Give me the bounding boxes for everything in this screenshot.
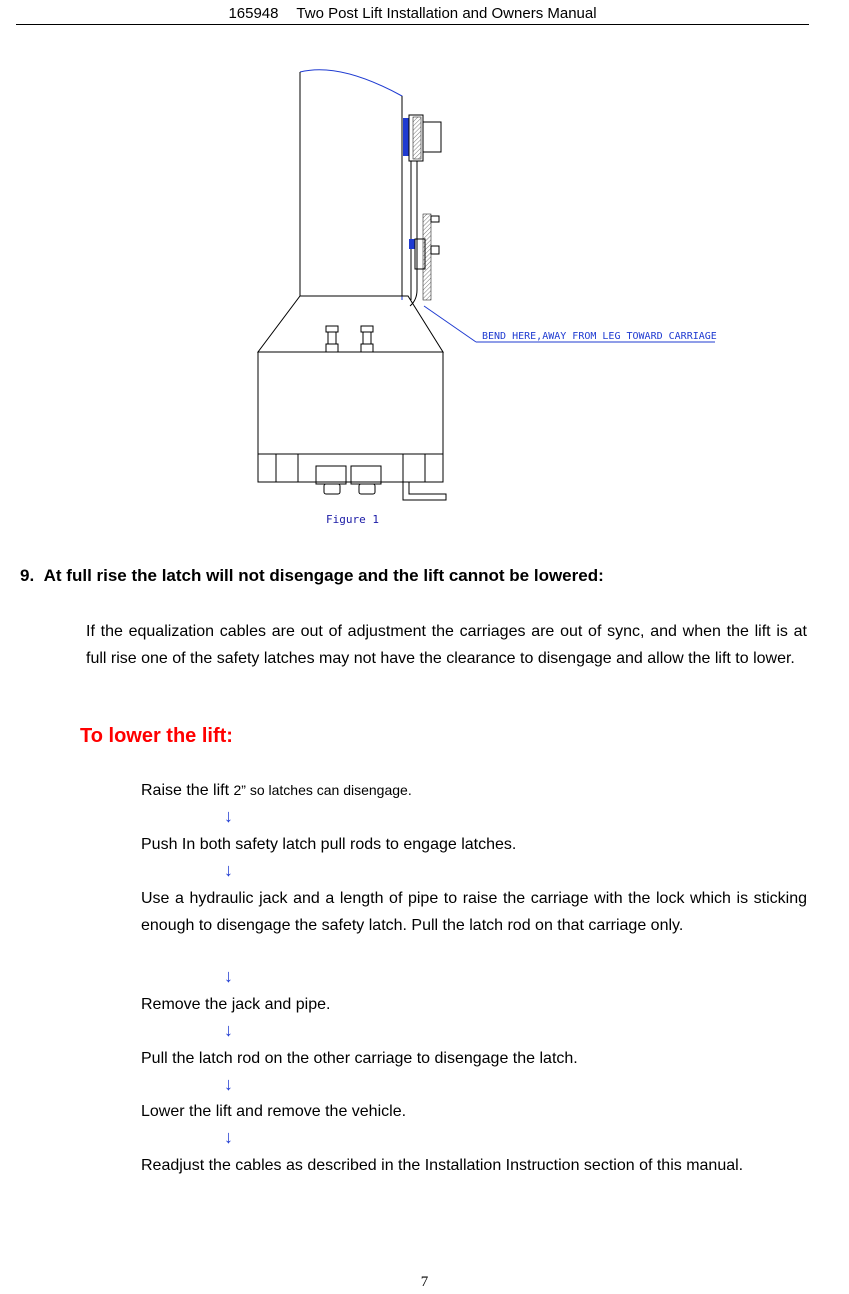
doc-title: Two Post Lift Installation and Owners Manual [296, 5, 597, 22]
step-6: Lower the lift and remove the vehicle. [141, 1103, 407, 1120]
down-arrow-icon: ↓ [224, 860, 233, 880]
procedure-heading: To lower the lift: [80, 725, 233, 747]
page-number: 7 [420, 1274, 429, 1290]
section-paragraph: If the equalization cables are out of adjustment the carriages are out of sync, and when the lift is at full rise one of the safety latches may not have the clearance to disengage and allow the lift to lower. [86, 623, 807, 667]
figure-callout: BEND HERE,AWAY FROM LEG TOWARD CARRIAGE [482, 331, 717, 342]
down-arrow-icon: ↓ [224, 1127, 233, 1147]
step-1 [141, 777, 807, 804]
figure-caption: Figure 1 [326, 513, 379, 526]
section-title: At full rise the latch will not disengage and the lift cannot be lowered: [43, 566, 604, 585]
step-1-detail: 2” so latches can disengage. [233, 782, 412, 798]
step-5: Pull the latch rod on the other carriage to disengage the latch. [141, 1050, 578, 1067]
down-arrow-icon: ↓ [224, 1074, 233, 1094]
down-arrow-icon: ↓ [224, 966, 233, 986]
down-arrow-icon: ↓ [224, 1020, 233, 1040]
step-2: Push In both safety latch pull rods to engage latches. [141, 836, 517, 853]
lift-latch-figure [250, 62, 730, 532]
page-header [16, 4, 809, 25]
step-3: Use a hydraulic jack and a length of pipe to raise the carriage with the lock which is sticking enough to disengage the safety latch. Pull the latch rod on that carriage only. [141, 890, 807, 934]
step-7: Readjust the cables as described in the Installation Instruction section of this manual. [141, 1157, 744, 1174]
doc-number: 165948 [228, 5, 279, 22]
section-heading [20, 566, 604, 586]
step-4: Remove the jack and pipe. [141, 996, 331, 1013]
step-1-text: Raise the lift [141, 782, 234, 799]
down-arrow-icon: ↓ [224, 806, 233, 826]
section-number: 9. [20, 566, 35, 585]
